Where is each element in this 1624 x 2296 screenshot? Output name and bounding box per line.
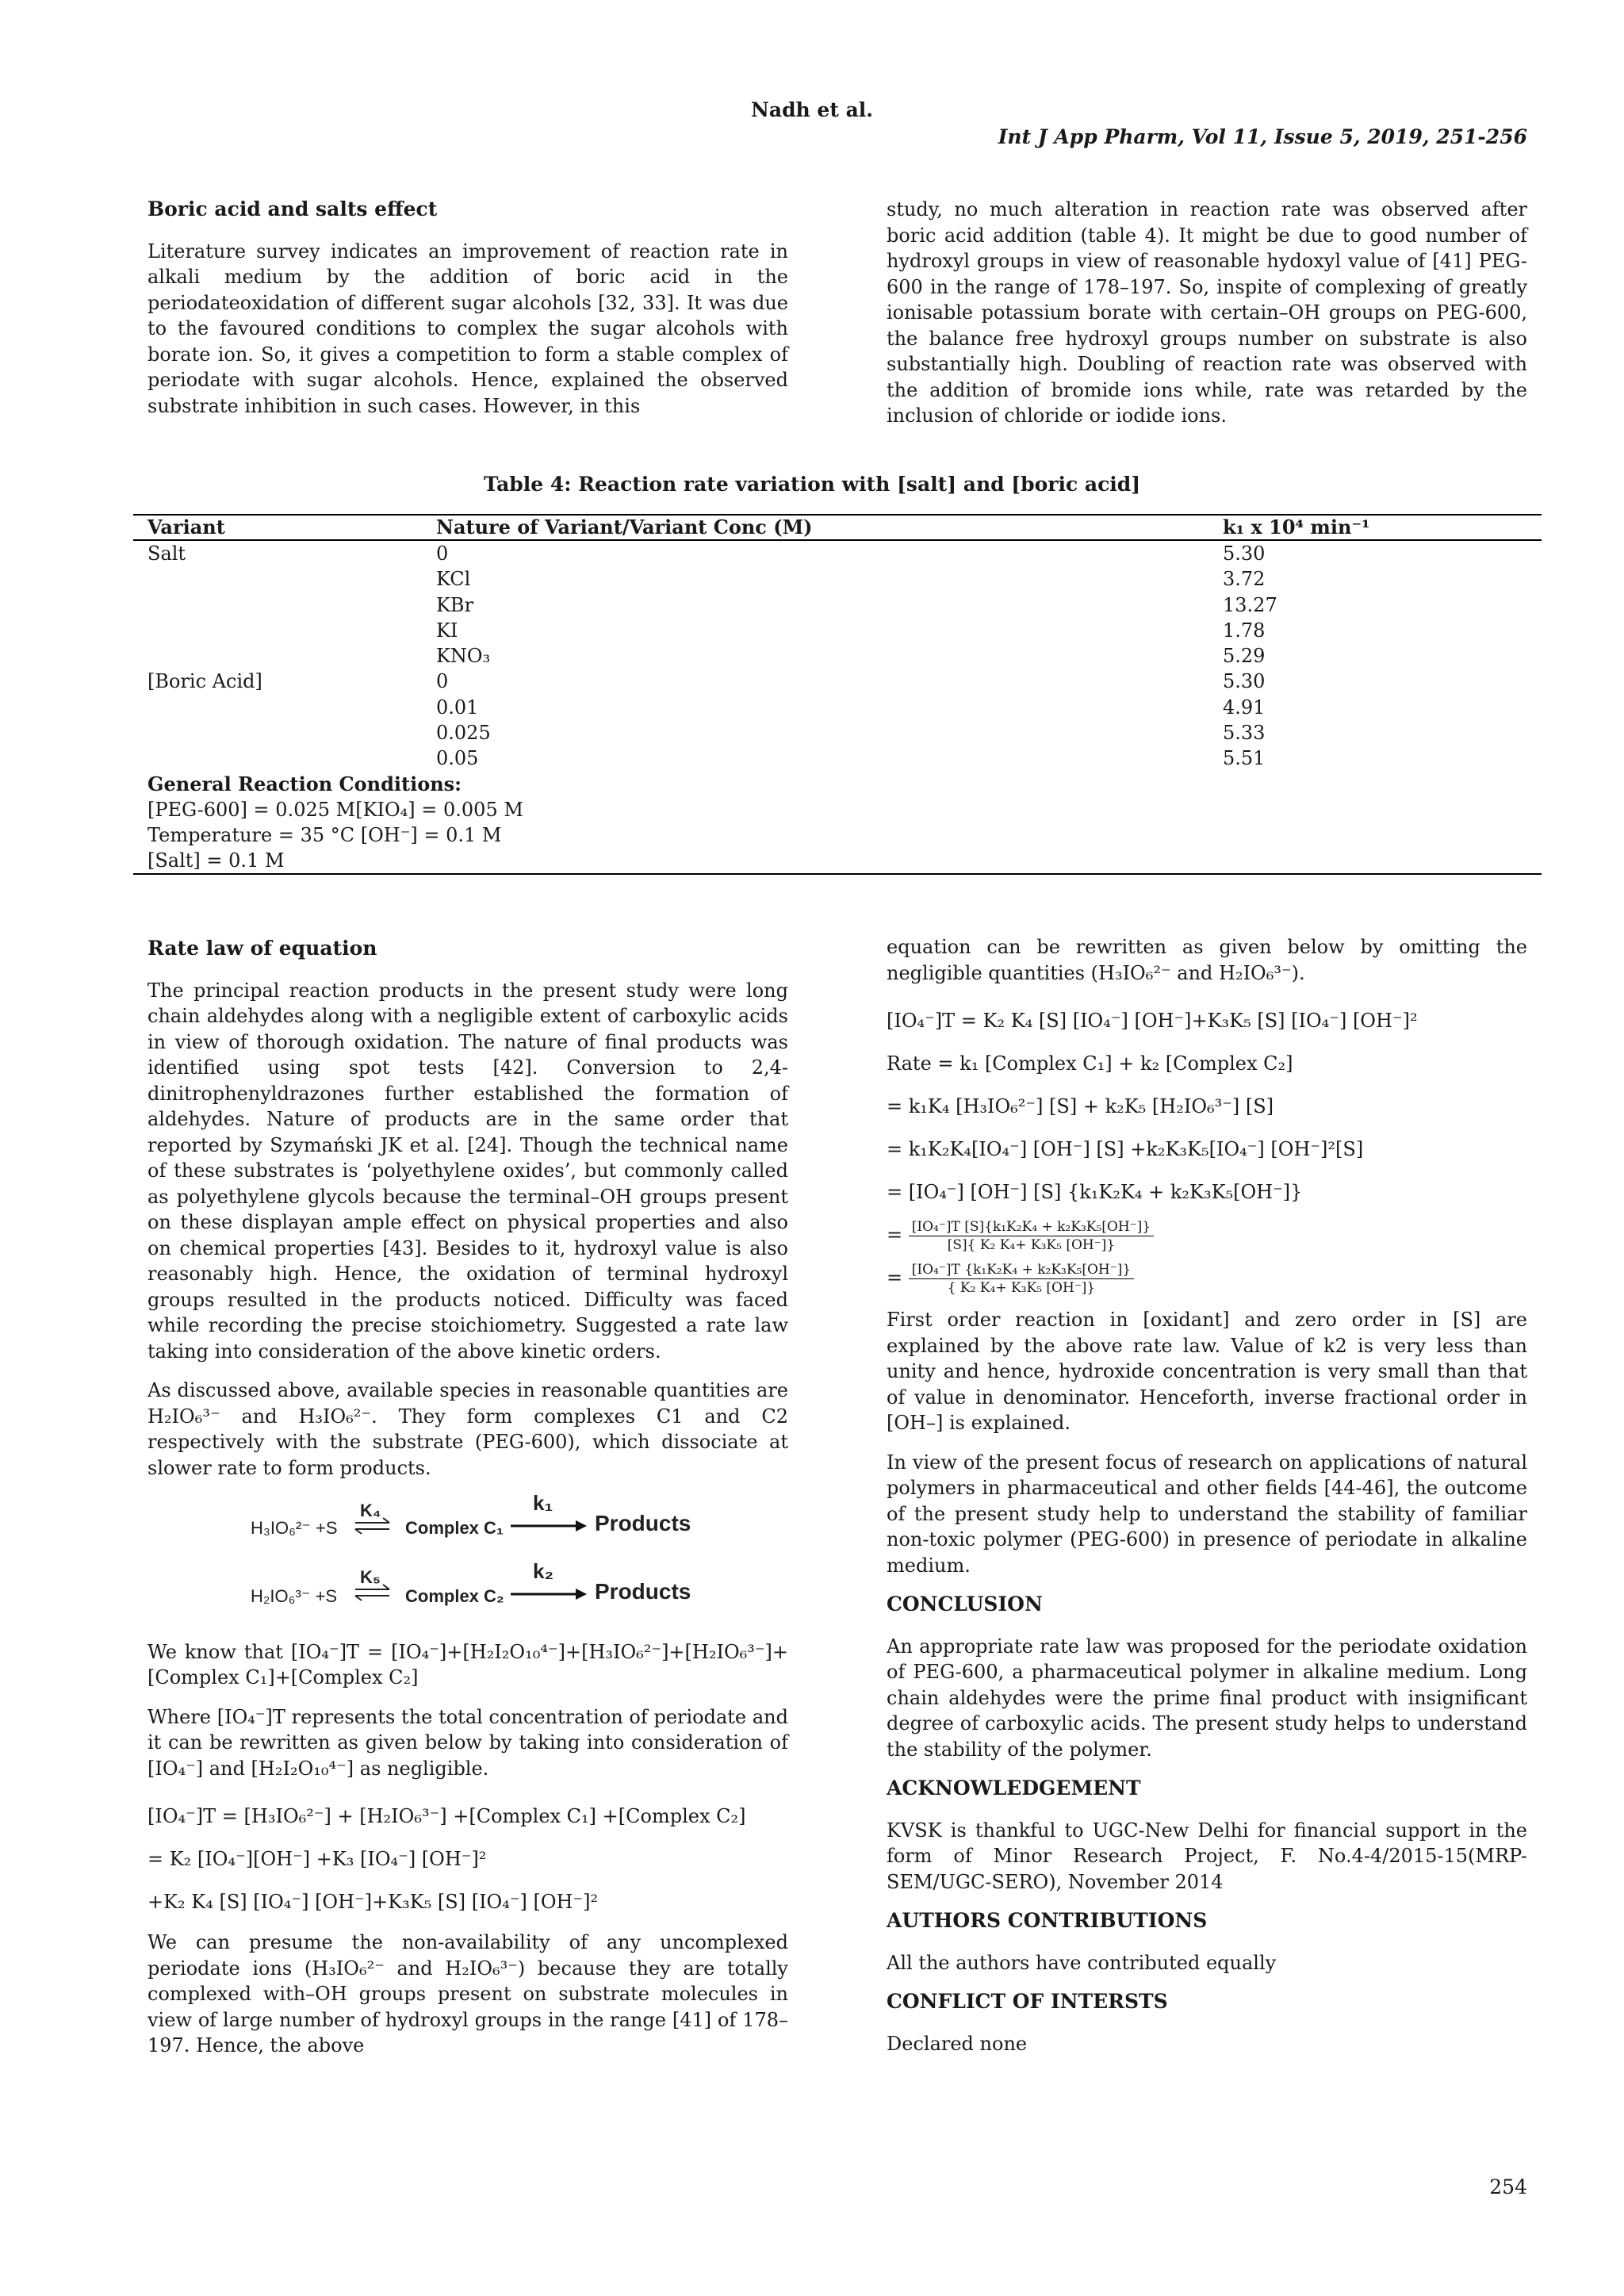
scheme-complex: Complex C₁ bbox=[405, 1518, 504, 1538]
conditions-title: General Reaction Conditions: bbox=[147, 772, 462, 795]
condition-line: Temperature = 35 °C [OH⁻] = 0.1 M bbox=[147, 823, 502, 846]
paragraph: equation can be rewritten as given below by omitting the negligible quantities (H₃IO₆²⁻ and H₂IO₆³⁻). bbox=[887, 936, 1527, 984]
rate-law-section-left bbox=[147, 936, 788, 2072]
boric-acid-section-right bbox=[887, 197, 1527, 443]
equation: = k₁K₂K₄[IO₄⁻] [OH⁻] [S] +k₂K₃K₅[IO₄⁻] [OH⁻]²[S] bbox=[887, 1138, 1364, 1160]
column-header: k₁ x 10⁴ min⁻¹ bbox=[1223, 516, 1370, 539]
table-cell: 3.72 bbox=[1223, 568, 1266, 591]
paragraph: In view of the present focus of research on applications of natural polymers in pharmaceutical and other fields [44-46], the outcome of the present study help to understand the stability of familiar non-toxic polymer (PEG-600) in presence of periodate in alkaline medium. bbox=[887, 1451, 1527, 1577]
paragraph: KVSK is thankful to UGC-New Delhi for financial support in the form of Minor Research Project, F. No.4-4/2015-15(MRP-SEM/UGC-SERO), November 2014 bbox=[887, 1819, 1527, 1893]
equation-fraction: = $\frac{\text{[IO₄⁻]T [S]\{k₁K₂K₄ + k₂K₃K₅[OH⁻]\}}}{\text{[S]\{ K₂ K₄+ K₃K₅ [OH⁻]\}}}$ bbox=[887, 1213, 1527, 1256]
scheme-product: Products bbox=[595, 1511, 691, 1535]
table-cell: 1.78 bbox=[1223, 619, 1266, 642]
equilibrium-constant: K₄ bbox=[360, 1501, 381, 1520]
scheme-product: Products bbox=[595, 1579, 691, 1604]
section-heading-contributions: AUTHORS CONTRIBUTIONS bbox=[887, 1909, 1208, 1932]
table-cell: 4.91 bbox=[1223, 696, 1266, 719]
paragraph: First order reaction in [oxidant] and zero order in [S] are explained by the above rate law. Value of k2 is very less than unity and hence, hydroxide concentration is very small than that of value in denominator. Henceforth, inverse fractional order in [OH–] is explained. bbox=[887, 1309, 1527, 1434]
table-body bbox=[133, 541, 1542, 772]
scheme-reactant: H₂IO₆³⁻ +S bbox=[251, 1586, 338, 1606]
paragraph: As discussed above, available species in reasonable quantities are H₂IO₆³⁻ and H₃IO₆²⁻. They form complexes C1 and C2 respectively with the substrate (PEG-600), which dissociate at slower rate to form products. bbox=[147, 1379, 788, 1479]
table-cell: 5.30 bbox=[1223, 670, 1266, 693]
equilibrium-constant: K₅ bbox=[360, 1567, 381, 1587]
boric-acid-section-left bbox=[147, 197, 788, 432]
reaction-arrow bbox=[576, 1520, 587, 1531]
running-header-journal: Int J App Pharm, Vol 11, Issue 5, 2019, 251-256 bbox=[998, 125, 1527, 148]
section-heading-acknowledgement: ACKNOWLEDGEMENT bbox=[887, 1777, 1141, 1800]
table-cell: 5.51 bbox=[1223, 747, 1266, 770]
condition-line: [Salt] = 0.1 M bbox=[147, 849, 285, 872]
table-cell: 5.30 bbox=[1223, 542, 1266, 565]
rate-constant: k₁ bbox=[533, 1494, 553, 1515]
reaction-arrow bbox=[576, 1589, 587, 1600]
equation: = [IO₄⁻] [OH⁻] [S] {k₁K₂K₄ + k₂K₃K₅[OH⁻]} bbox=[887, 1181, 1303, 1203]
running-header-author: Nadh et al. bbox=[751, 98, 873, 121]
rate-constant: k₂ bbox=[533, 1559, 554, 1583]
section-heading-conclusion: CONCLUSION bbox=[887, 1593, 1043, 1616]
equation: = K₂ [IO₄⁻][OH⁻] +K₃ [IO₄⁻] [OH⁻]² bbox=[147, 1848, 487, 1870]
table-cell: 5.29 bbox=[1223, 645, 1266, 668]
paragraph: An appropriate rate law was proposed for the periodate oxidation of PEG-600, a pharmaceutical polymer in alkaline medium. Long chain aldehydes were the prime final product with insignificant degree of carboxylic acids. The present study helps to understand the stability of the polymer. bbox=[887, 1635, 1527, 1761]
table-row bbox=[133, 695, 1542, 720]
fraction-numerator: [IO₄⁻]T [S]{k₁K₂K₄ + k₂K₃K₅[OH⁻]} bbox=[909, 1218, 1154, 1236]
table-conditions bbox=[133, 772, 1542, 875]
table-row bbox=[133, 541, 1542, 566]
table-cell: [Boric Acid] bbox=[147, 670, 262, 693]
paragraph: Declared none bbox=[887, 2032, 1028, 2055]
table-cell: KCl bbox=[436, 568, 471, 591]
fraction-denominator: [S]{ K₂ K₄+ K₃K₅ [OH⁻]} bbox=[947, 1237, 1116, 1253]
fraction bbox=[909, 1261, 1134, 1297]
fraction-denominator: { K₂ K₄+ K₃K₅ [OH⁻]} bbox=[947, 1280, 1096, 1296]
paragraph: We can presume the non-availability of any uncomplexed periodate ions (H₃IO₆²⁻ and H₂IO₆³⁻) because they are totally complexed with–OH groups present on substrate molecules in view of large number of hydroxyl groups in the range [41] of 178–197. Hence, the above bbox=[147, 1931, 788, 2056]
table-cell: 13.27 bbox=[1223, 593, 1277, 616]
reaction-rate-table bbox=[133, 514, 1542, 875]
equation: = k₁K₄ [H₃IO₆²⁻] [S] + k₂K₅ [H₂IO₆³⁻] [S] bbox=[887, 1095, 1274, 1117]
column-header: Nature of Variant/Variant Conc (M) bbox=[436, 516, 813, 539]
table-cell: 0.05 bbox=[436, 747, 479, 770]
paragraph: Where [IO₄⁻]T represents the total concentration of periodate and it can be rewritten as given below by taking into consideration of [IO₄⁻] and [H₂I₂O₁₀⁴⁻] as negligible. bbox=[147, 1705, 788, 1780]
table-row bbox=[133, 618, 1542, 643]
section-heading-conflict: CONFLICT OF INTERSTS bbox=[887, 1990, 1168, 2013]
table-cell: KBr bbox=[436, 593, 474, 616]
table-cell: KI bbox=[436, 619, 458, 642]
paragraph: study, no much alteration in reaction rate was observed after boric acid addition (table 4). It might be due to good number of hydroxyl groups in view of reasonable hydoxyl value of [41] PEG-600 in the range of 178–197. So, inspite of complexing of greatly ionisable potassium borate with certain–OH groups on PEG-600, the balance free hydroxyl groups number on substrate is also substantially high. Doubling of reaction rate was observed with the addition of bromide ions while, rate was retarded by the inclusion of chloride or iodide ions. bbox=[887, 198, 1527, 427]
table-row bbox=[133, 720, 1542, 746]
equation: [IO₄⁻]T = K₂ K₄ [S] [IO₄⁻] [OH⁻]+K₃K₅ [S] [IO₄⁻] [OH⁻]² bbox=[887, 1010, 1418, 1032]
scheme-reactant: H₃IO₆²⁻ +S bbox=[251, 1518, 338, 1538]
condition-line: [PEG-600] = 0.025 M[KIO₄] = 0.005 M bbox=[147, 798, 523, 821]
table-cell: Salt bbox=[147, 542, 186, 565]
column-header: Variant bbox=[147, 516, 225, 539]
page-number: 254 bbox=[1489, 2175, 1527, 2198]
table-cell: 0.025 bbox=[436, 722, 491, 745]
equation: Rate = k₁ [Complex C₁] + k₂ [Complex C₂] bbox=[887, 1052, 1293, 1075]
table-cell: 0 bbox=[436, 542, 449, 565]
equation: +K₂ K₄ [S] [IO₄⁻] [OH⁻]+K₃K₅ [S] [IO₄⁻] [OH⁻]² bbox=[147, 1891, 599, 1913]
table-row bbox=[133, 643, 1542, 669]
table-row bbox=[133, 669, 1542, 694]
rate-law-section-right bbox=[887, 934, 1527, 2070]
section-heading-rate-law: Rate law of equation bbox=[147, 937, 377, 960]
table-row bbox=[133, 566, 1542, 592]
equation-fraction: = $\frac{\text{[IO₄⁻]T \{k₁K₂K₄ + k₂K₃K₅[OH⁻]\}}}{\text{\{ K₂ K₄+ K₃K₅ [OH⁻]\}}}$ bbox=[887, 1256, 1527, 1299]
paragraph: All the authors have contributed equally bbox=[887, 1951, 1277, 1974]
fraction bbox=[909, 1218, 1154, 1254]
paragraph: Literature survey indicates an improvement of reaction rate in alkali medium by the addition of boric acid in the periodateoxidation of different sugar alcohols [32, 33]. It was due to the favoured conditions to complex the sugar alcohols with borate ion. So, it gives a competition to form a stable complex of periodate with sugar alcohols. Hence, explained the observed substrate inhibition in such cases. However, in this bbox=[147, 240, 788, 417]
table-cell: 5.33 bbox=[1223, 722, 1266, 745]
fraction-numerator: [IO₄⁻]T {k₁K₂K₄ + k₂K₃K₅[OH⁻]} bbox=[909, 1261, 1134, 1279]
scheme-complex: Complex C₂ bbox=[405, 1586, 504, 1606]
table-header-row bbox=[133, 514, 1542, 541]
paragraph: The principal reaction products in the present study were long chain aldehydes along with a negligible extent of carboxylic acids in view of thorough oxidation. The nature of final products was identified using spot tests [42]. Conversion to 2,4-dinitrophenyldrazones further established the formation of aldehydes. Nature of products are in the same order that reported by Szymański JK et al. [24]. Though the technical name of these substrates is ‘polyethylene oxides’, but commonly called as polyethylene glycols because the terminal–OH groups present on these displayan ample effect on physical properties and also on chemical properties [43]. Besides to it, hydroxyl value is also reasonably high. Hence, the oxidation of terminal hydroxyl groups resulted in the products noticed. Difficulty was faced while recording the precise stoichiometry. Suggested a rate law taking into consideration of the above kinetic orders. bbox=[147, 979, 788, 1363]
section-heading-boric-acid: Boric acid and salts effect bbox=[147, 197, 438, 220]
equation: [IO₄⁻]T = [H₃IO₆²⁻] + [H₂IO₆³⁻] +[Complex C₁] +[Complex C₂] bbox=[147, 1805, 746, 1827]
table-caption: Table 4: Reaction rate variation with [salt] and [boric acid] bbox=[483, 473, 1141, 496]
paragraph: We know that [IO₄⁻]T = [IO₄⁻]+[H₂I₂O₁₀⁴⁻]+[H₃IO₆²⁻]+[H₂IO₆³⁻]+[Complex C₁]+[Complex C₂] bbox=[147, 1640, 788, 1688]
table-cell: 0.01 bbox=[436, 696, 479, 719]
table-row bbox=[133, 592, 1542, 618]
table-cell: KNO₃ bbox=[436, 645, 491, 668]
table-cell: 0 bbox=[436, 670, 449, 693]
reaction-scheme bbox=[147, 1494, 788, 1621]
table-row bbox=[133, 746, 1542, 771]
